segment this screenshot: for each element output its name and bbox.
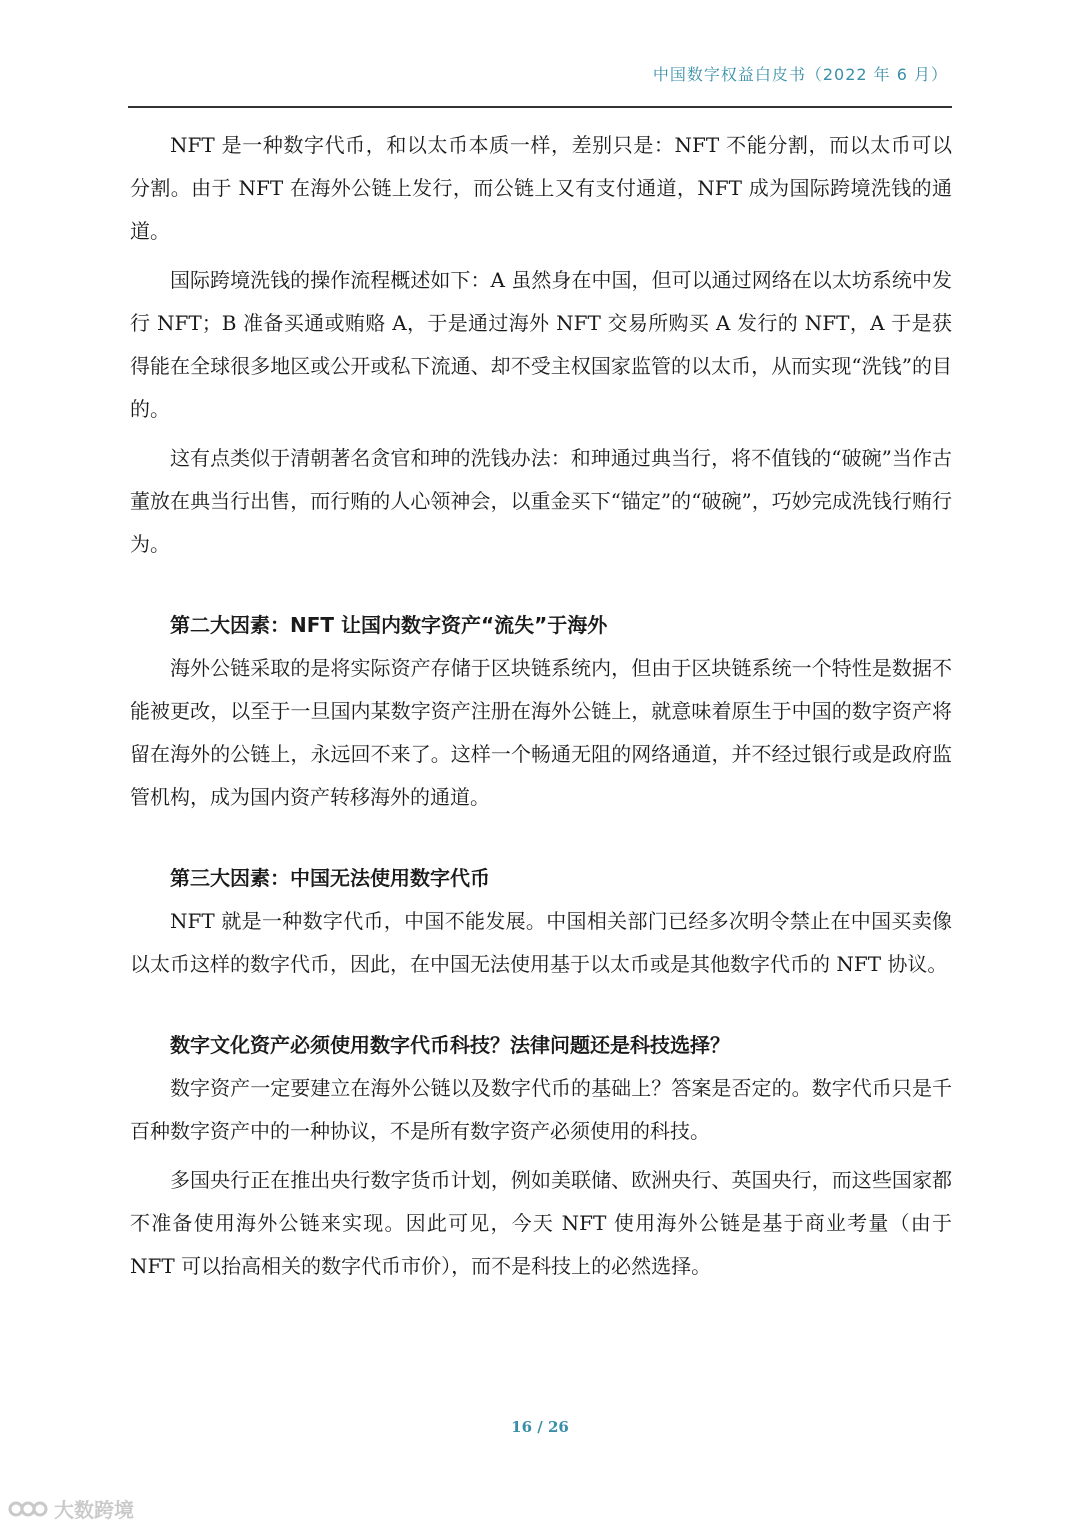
section-heading: 第二大因素：NFT 让国内数字资产“流失”于海外 [170,613,608,637]
watermark-text: 大数跨境 [54,1498,134,1522]
paragraph: 国际跨境洗钱的操作流程概述如下：A 虽然身在中国，但可以通过网络在以太坊系统中发行 NFT；B 准备买通或贿赂 A，于是通过海外 NFT 交易所购买 A 发行的 NFT，A 于是获得能在全球很多地区或公开或私下流通、却不受主权国家监管的以太币，从而实现“洗钱”的目的。 [130,268,952,421]
header-divider [128,106,952,108]
section-heading: 数字文化资产必须使用数字代币科技？法律问题还是科技选择？ [170,1033,730,1057]
paragraph: 数字资产一定要建立在海外公链以及数字代币的基础上？答案是否定的。数字代币只是千百种数字资产中的一种协议，不是所有数字资产必须使用的科技。 [130,1076,952,1143]
document-body [130,124,952,1294]
paragraph: NFT 就是一种数字代币，中国不能发展。中国相关部门已经多次明令禁止在中国买卖像以太币这样的数字代币，因此，在中国无法使用基于以太币或是其他数字代币的 NFT 协议。 [130,909,952,976]
paragraph: 海外公链采取的是将实际资产存储于区块链系统内，但由于区块链系统一个特性是数据不能被更改，以至于一旦国内某数字资产注册在海外公链上，就意味着原生于中国的数字资产将留在海外的公链上，永远回不来了。这样一个畅通无阻的网络通道，并不经过银行或是政府监管机构，成为国内资产转移海外的通道。 [130,656,952,809]
paragraph: NFT 是一种数字代币，和以太币本质一样，差别只是：NFT 不能分割，而以太币可以分割。由于 NFT 在海外公链上发行，而公链上又有支付通道，NFT 成为国际跨境洗钱的通道。 [130,133,952,243]
paragraph: 这有点类似于清朝著名贪官和珅的洗钱办法：和珅通过典当行，将不值钱的“破碗”当作古董放在典当行出售，而行贿的人心领神会，以重金买下“锚定”的“破碗”，巧妙完成洗钱行贿行为。 [130,446,952,556]
section-factor-three [130,857,952,986]
page-number: 16 / 26 [511,1418,569,1436]
section-question [130,1024,952,1288]
paragraph: 多国央行正在推出央行数字货币计划，例如美联储、欧洲央行、英国央行，而这些国家都不准备使用海外公链来实现。因此可见，今天 NFT 使用海外公链是基于商业考量（由于 NFT 可以抬高相关的数字代币市价），而不是科技上的必然选择。 [130,1168,952,1278]
section-heading: 第三大因素：中国无法使用数字代币 [170,866,490,890]
section-factor-two [130,604,952,819]
section-intro [130,124,952,566]
document-header-title: 中国数字权益白皮书（2022 年 6 月） [652,65,948,84]
logo-icon [8,1497,48,1521]
watermark [8,1494,134,1523]
